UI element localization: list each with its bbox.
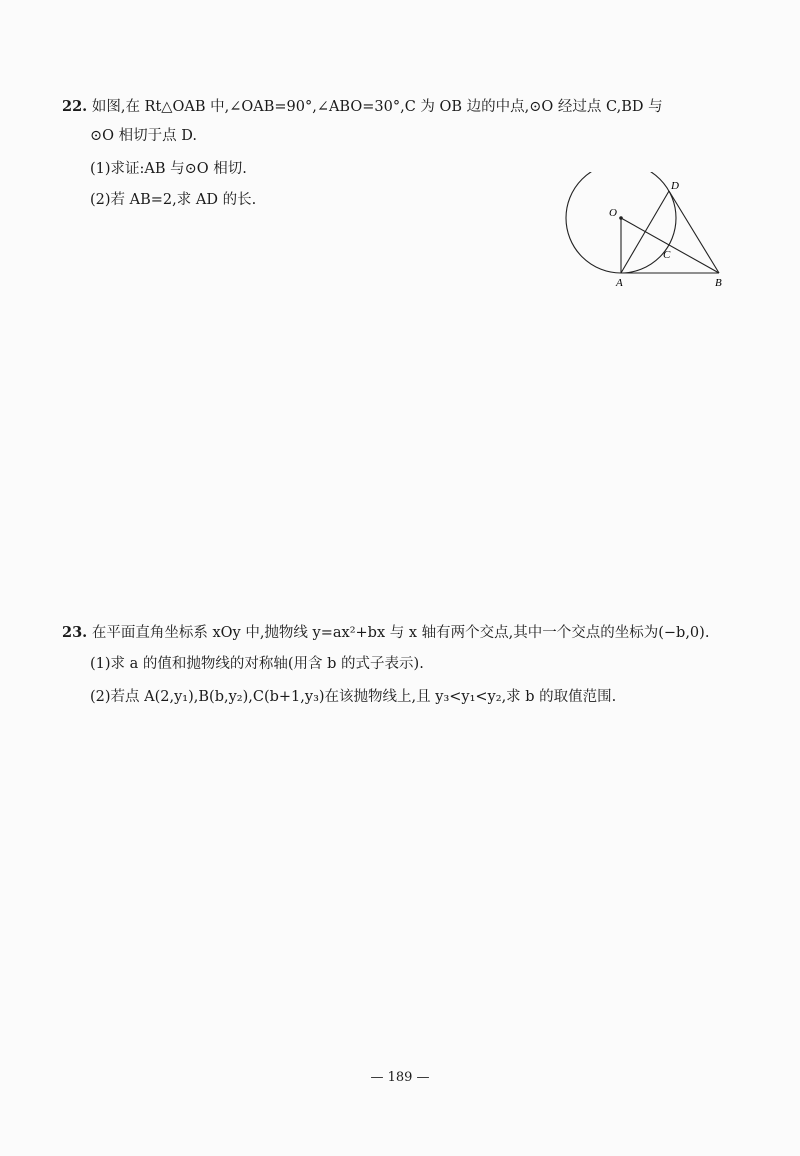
q23-number: 23. bbox=[62, 624, 88, 641]
q22-line1 bbox=[62, 97, 663, 117]
q23-line1 bbox=[62, 623, 709, 643]
q23-part2: (2)若点 A(2,y₁),B(b,y₂),C(b+1,y₃)在该抛物线上,且 y₃<y₁<y₂,求 b 的取值范围. bbox=[90, 689, 617, 705]
q23-stem-text: 在平面直角坐标系 xOy 中,抛物线 y=ax²+bx 与 x 轴有两个交点,其中一个交点的坐标为(−b,0). bbox=[91, 625, 710, 641]
point-o bbox=[619, 216, 623, 220]
label-d: D bbox=[671, 180, 679, 192]
q22-line2: ⊙O 相切于点 D. bbox=[90, 128, 197, 144]
q22-geometry-figure bbox=[555, 172, 735, 290]
q22-part2: (2)若 AB=2,求 AD 的长. bbox=[90, 192, 257, 208]
segment-ad bbox=[621, 191, 669, 273]
q22-stem-text: 如图,在 Rt△OAB 中,∠OAB=90°,∠ABO=30°,C 为 OB 边的中点,⊙O 经过点 C,BD 与 bbox=[91, 99, 663, 115]
label-o: O bbox=[609, 207, 617, 219]
label-a: A bbox=[616, 277, 623, 289]
segment-ob bbox=[621, 218, 719, 273]
segment-bd bbox=[669, 191, 719, 273]
label-c: C bbox=[663, 249, 671, 261]
q22-part1: (1)求证:AB 与⊙O 相切. bbox=[90, 161, 247, 177]
q22-number: 22. bbox=[62, 98, 88, 115]
page-number: — 189 — bbox=[370, 1070, 430, 1085]
q23-part1: (1)求 a 的值和抛物线的对称轴(用含 b 的式子表示). bbox=[90, 656, 424, 672]
label-b: B bbox=[715, 277, 722, 289]
